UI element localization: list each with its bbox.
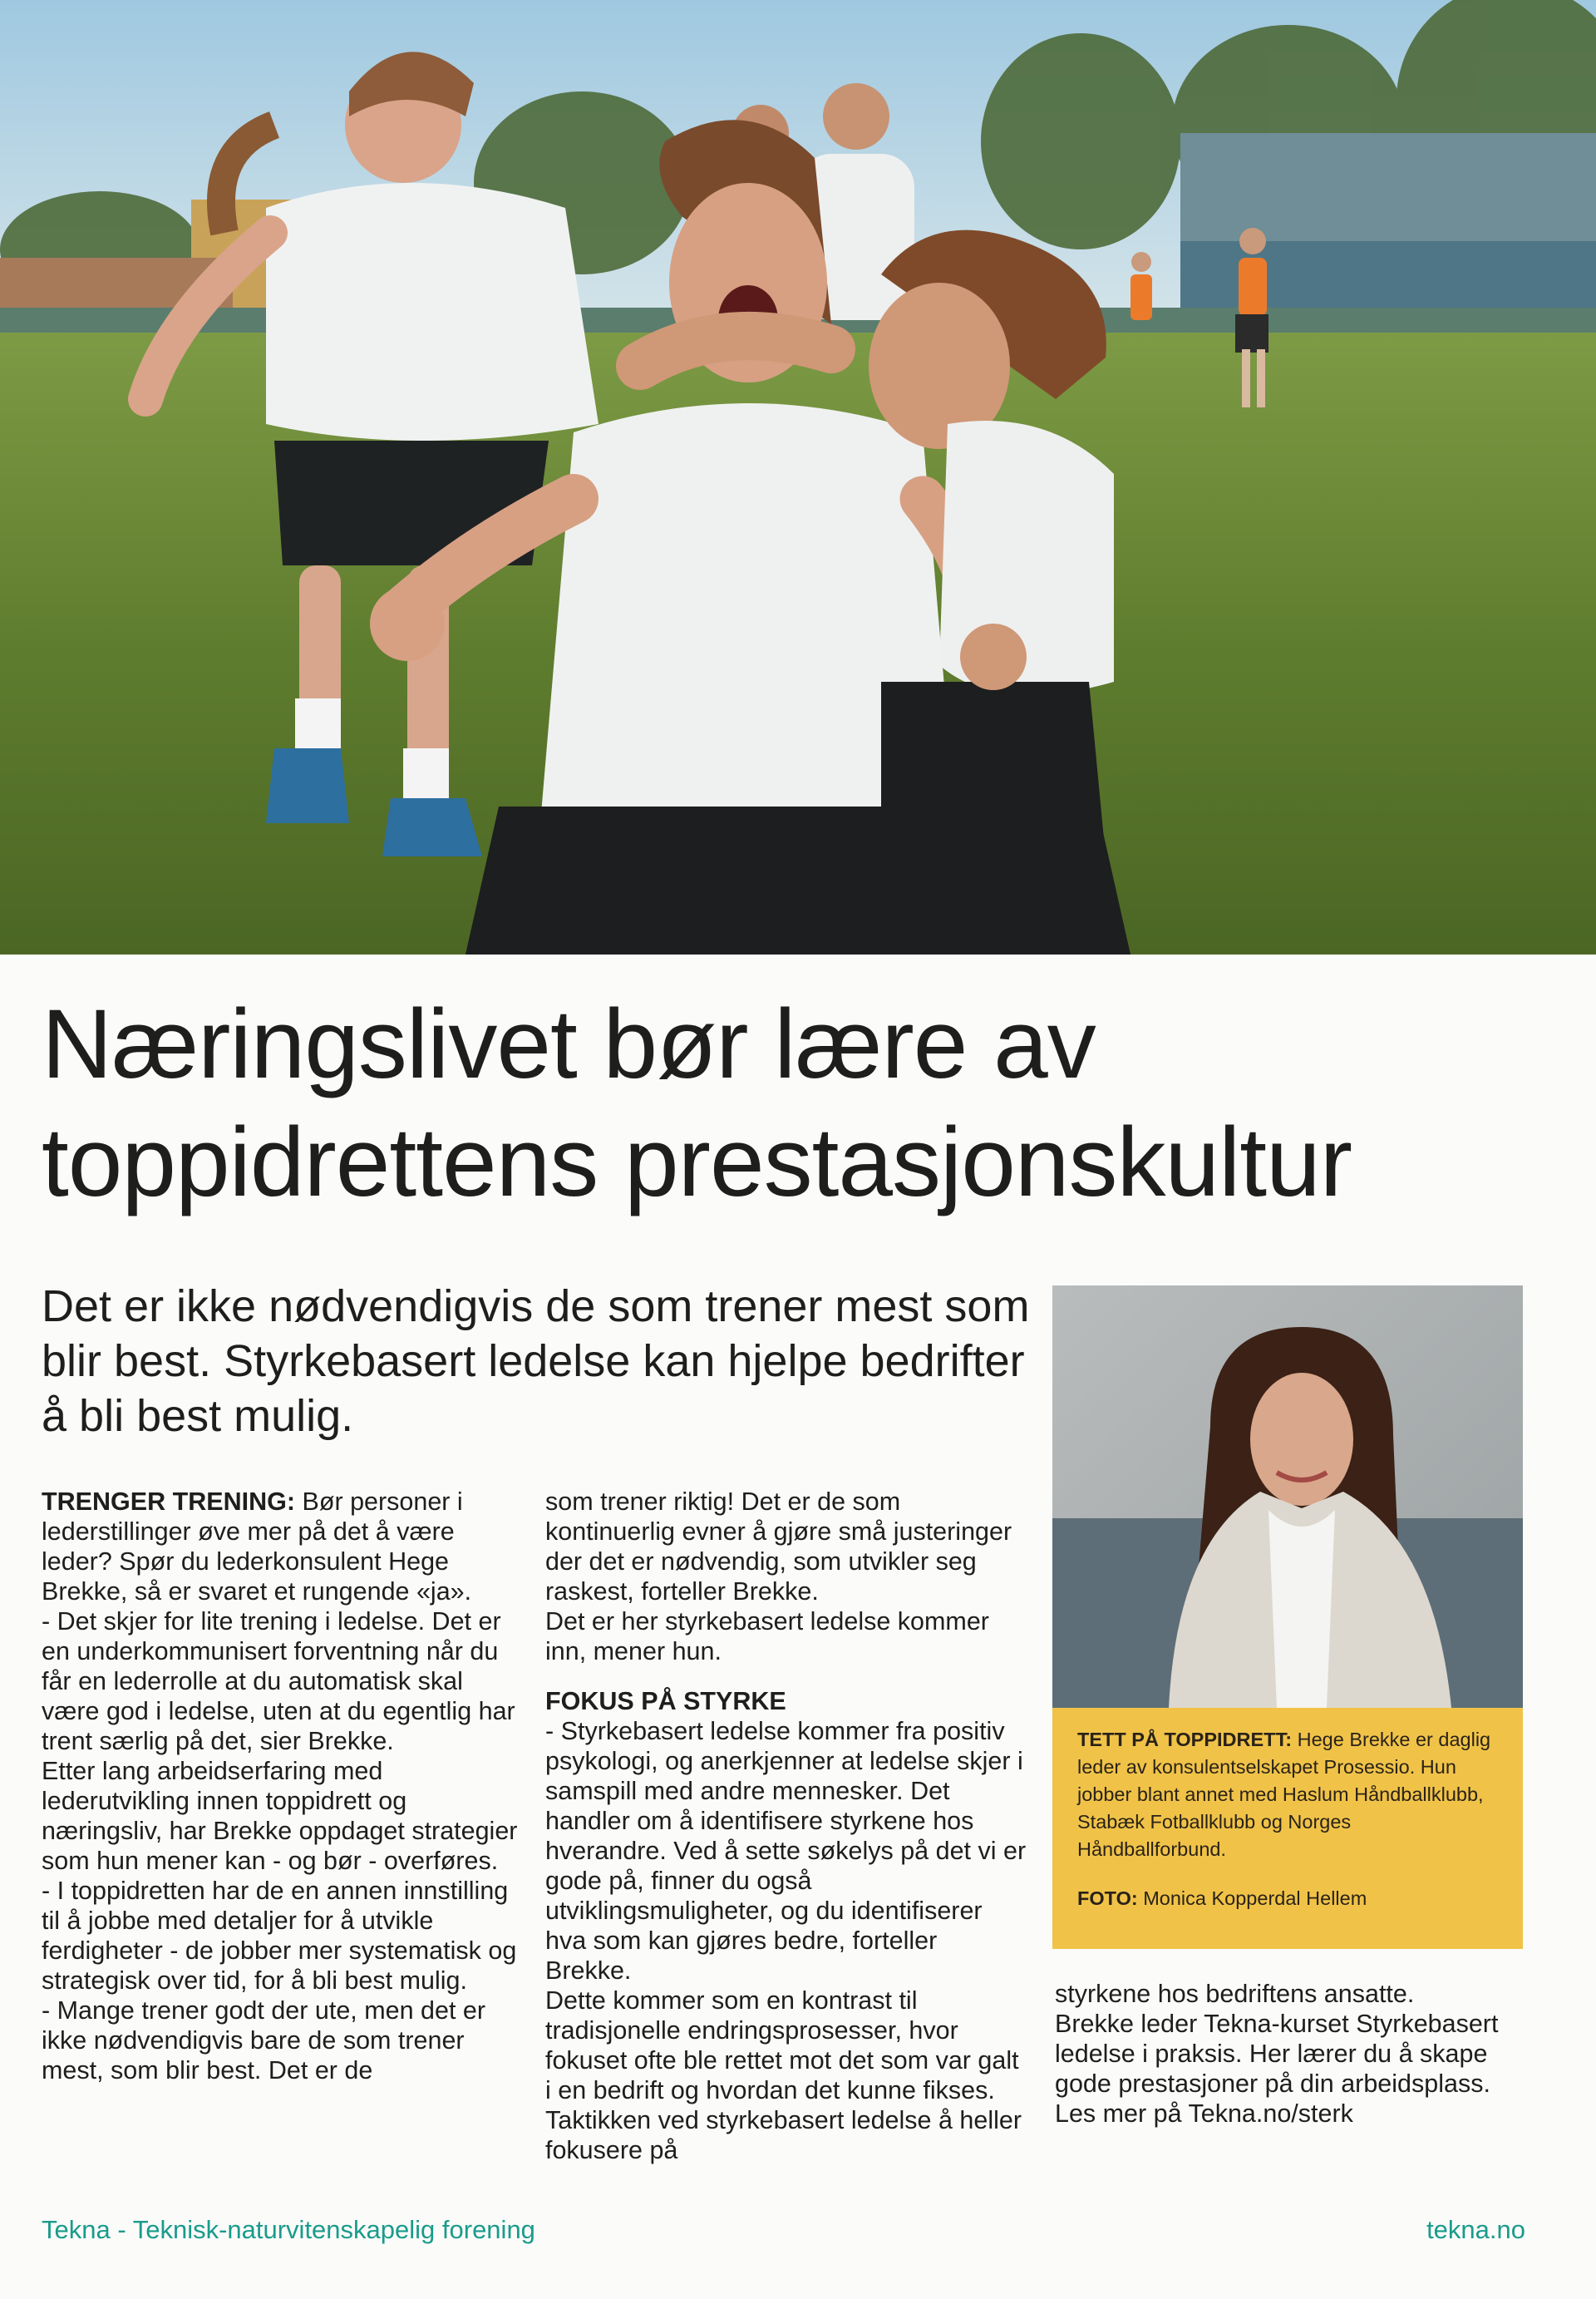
lead-label: TRENGER TRENING: bbox=[42, 1487, 295, 1516]
body-paragraph: Dette kommer som en kontrast til tradisjonelle endringsprosesser, hvor fokuset ofte ble rettet mot det som var galt i en bedrift og hvordan det kunne fikses. Taktikken ved styrkebasert ledelse å heller fokusere på bbox=[545, 1986, 1022, 2164]
headline-line-1: Næringslivet bør lære av bbox=[42, 989, 1096, 1099]
photo-credit-label: FOTO: bbox=[1077, 1887, 1138, 1909]
headline bbox=[42, 985, 1554, 1221]
subheading: FOKUS PÅ STYRKE bbox=[545, 1687, 786, 1715]
footer-website: tekna.no bbox=[1426, 2215, 1525, 2244]
caption-body: Hege Brekke er daglig leder av konsulentselskapet Prosessio. Hun jobber blant annet med Haslum Håndballklubb, Stabæk Fotballklubb og Norges Håndballforbund. bbox=[1077, 1729, 1491, 1860]
ingress: Det er ikke nødvendigvis de som trener mest som blir best. Styrkebasert ledelse kan hjelpe bedrifter å bli best mulig. bbox=[42, 1281, 1030, 1441]
body-paragraph: Etter lang arbeidserfaring med lederutvikling innen toppidrett og næringsliv, har Brekke oppdaget strategier som hun mener kan - og bør - overføres. bbox=[42, 1757, 518, 1875]
footer-organization: Tekna - Teknisk-naturvitenskapelig forening bbox=[42, 2215, 535, 2244]
lead-text: Bør personer i lederstillinger øve mer på det å være leder? Spør du lederkonsulent Hege Brekke, så er svaret et rungende «ja». bbox=[42, 1487, 472, 1606]
body-paragraph: Brekke leder Tekna-kurset Styrkebasert ledelse i praksis. Her lærer du å skape gode prestasjoner på din arbeidsplass. Les mer på Tekna.no/sterk bbox=[1055, 2010, 1499, 2128]
photo-caption bbox=[1052, 1708, 1523, 1949]
portrait-photo bbox=[1052, 1285, 1523, 1708]
page-footer bbox=[42, 2215, 1554, 2245]
photo-credit bbox=[1077, 1885, 1498, 1912]
caption-text bbox=[1077, 1726, 1498, 1863]
body-column-2 bbox=[545, 1487, 1027, 2165]
body-paragraph: styrkene hos bedriftens ansatte. bbox=[1055, 1980, 1415, 2008]
photo-credit-name: Monica Kopperdal Hellem bbox=[1137, 1887, 1367, 1909]
body-column-1 bbox=[42, 1487, 524, 2085]
headline-line-2: toppidrettens prestasjonskultur bbox=[42, 1108, 1352, 1217]
hero-photo bbox=[0, 0, 1596, 955]
body-paragraph: - Styrkebasert ledelse kommer fra positiv psykologi, og anerkjenner at ledelse skjer i samspill med andre mennesker. Det handler om å identifisere styrkene hos hverandre. Ved å sette søkelys på det vi er gode på, finner du også utviklingsmuligheter, og du identifiserer hva som kan gjøres bedre, forteller Brekke. bbox=[545, 1717, 1027, 1985]
lead-paragraph bbox=[42, 1487, 524, 1606]
body-column-3 bbox=[1055, 1979, 1537, 2129]
body-paragraph: Det er her styrkebasert ledelse kommer inn, mener hun. bbox=[545, 1607, 989, 1665]
body-paragraph: - I toppidretten har de en annen innstilling til å jobbe med detaljer for å utvikle ferdigheter - de jobber mer systematisk og strategisk over tid, for å bli best mulig. bbox=[42, 1877, 517, 1995]
body-paragraph: som trener riktig! Det er de som kontinuerlig evner å gjøre små justeringer der det er nødvendig, som utvikler seg raskest, forteller Brekke. bbox=[545, 1487, 1012, 1606]
caption-label: TETT PÅ TOPPIDRETT: bbox=[1077, 1729, 1293, 1750]
body-paragraph: - Det skjer for lite trening i ledelse. Det er en underkommunisert forventning når du får en lederrolle at du automatisk skal være god i ledelse, uten at du egentlig har trent særlig på det, sier Brekke. bbox=[42, 1607, 515, 1755]
body-paragraph: - Mange trener godt der ute, men det er ikke nødvendigvis bare de som trener mest, som blir best. Det er de bbox=[42, 1996, 486, 2084]
